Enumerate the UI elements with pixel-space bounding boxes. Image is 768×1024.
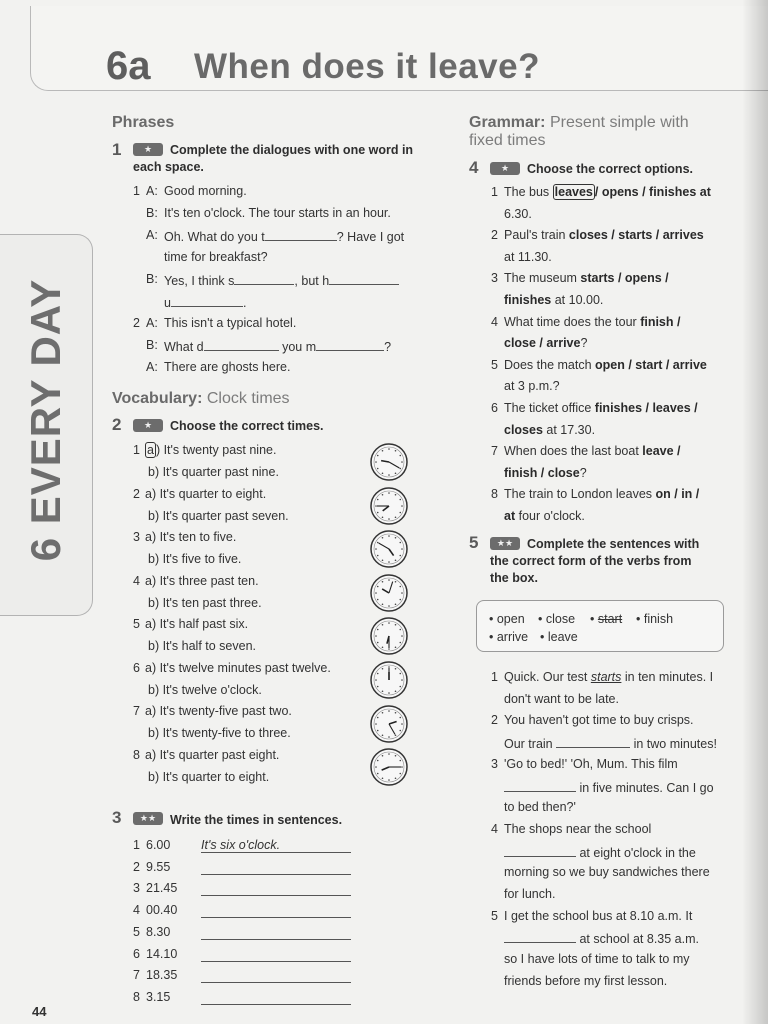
answer-line (201, 990, 351, 1008)
page-number: 44 (32, 1004, 47, 1019)
answer-line (201, 925, 351, 943)
item-number: 5 (133, 924, 140, 939)
option-b: b) It's half to seven. (148, 639, 256, 653)
item-number: 3 (491, 271, 498, 286)
exercise-5-number: 5 (469, 533, 479, 552)
sentence-line (504, 735, 717, 751)
dialogue-line: There are ghosts here. (164, 360, 291, 374)
speaker-label: B: (146, 206, 158, 220)
sentence-line: friends before my first lesson. (504, 973, 668, 988)
page-edge-shadow (742, 0, 768, 1024)
answer-blank[interactable] (329, 272, 399, 285)
text: What d (164, 340, 204, 354)
sentence-line: 6.30. (504, 206, 532, 221)
answer-blank[interactable] (556, 735, 630, 748)
bullet: • (538, 612, 546, 626)
answer-line (201, 860, 351, 878)
word: close (545, 612, 576, 626)
option-a (145, 443, 276, 457)
sentence-line (504, 185, 711, 199)
word: arrive (496, 630, 529, 644)
clock-icon (369, 573, 409, 613)
text: ? (579, 465, 587, 480)
text: at 17.30. (542, 422, 596, 437)
answer-line (201, 968, 351, 986)
exercise-1-instruction-cont: each space. (133, 160, 204, 174)
options: on / in / (655, 487, 700, 502)
sentence-line: so I have lots of time to talk to my (504, 952, 690, 967)
grammar-heading: Grammar: Present simple with (469, 114, 689, 131)
option-b: b) It's quarter past nine. (148, 465, 279, 479)
item-number: 7 (133, 704, 140, 718)
sentence-line (504, 401, 698, 415)
vocab-heading: Vocabulary: Clock times (112, 390, 290, 407)
item-number: 3 (133, 881, 140, 896)
word-box-item (538, 612, 575, 626)
option-b: b) It's quarter to eight. (148, 769, 270, 784)
item-number: 6 (133, 660, 140, 675)
option-a: a) It's quarter past eight. (145, 747, 280, 762)
time-value: 18.35 (146, 968, 178, 983)
speaker-label: A: (146, 316, 158, 330)
item-number: 1 (491, 185, 498, 199)
sentence-line: don't want to be late. (504, 691, 619, 706)
exercise-3-number: 3 (112, 808, 122, 827)
item-number: 4 (133, 573, 140, 588)
dialogue-line: time for breakfast? (164, 250, 268, 264)
answer-blank[interactable] (201, 903, 351, 918)
bullet: • (636, 612, 644, 626)
speaker-label: B: (146, 338, 158, 352)
dialogue-line (164, 294, 246, 310)
word-box-item (636, 612, 673, 626)
text: The bus (504, 185, 553, 199)
options: finish / (640, 314, 681, 329)
text: at school at 8.35 a.m. (576, 932, 699, 947)
answer-line (201, 947, 351, 965)
option-a: a) It's ten to five. (145, 530, 237, 544)
item-number: 8 (133, 989, 140, 1004)
clock-icon (369, 529, 409, 569)
sentence-line (504, 844, 696, 860)
time-value: 6.00 (146, 838, 171, 852)
sentence-line: for lunch. (504, 887, 556, 901)
item-number: 2 (133, 859, 140, 874)
answer-blank[interactable] (504, 779, 576, 792)
item-number: 1 (491, 670, 498, 684)
dialogue-line (164, 272, 399, 288)
clock-icon (369, 486, 409, 526)
sentence-line (504, 358, 707, 372)
difficulty-badge: ★★ (490, 537, 520, 550)
bullet: • (489, 612, 497, 626)
item-number: 2 (133, 486, 140, 501)
item-number: 5 (133, 617, 140, 631)
text: in five minutes. Can I go (576, 780, 714, 795)
answer-line (201, 881, 351, 899)
text: ) It's twenty past nine. (155, 443, 277, 457)
option-a: a) It's twenty-five past two. (145, 704, 292, 718)
options: at (504, 509, 516, 523)
option-b: b) It's ten past three. (148, 595, 262, 610)
sentence-line (504, 670, 713, 684)
dialogue-line (164, 338, 391, 354)
bullet: • (590, 612, 598, 626)
word-box-item (489, 630, 528, 644)
option-a: a) It's twelve minutes past twelve. (145, 660, 331, 675)
answer-blank[interactable] (201, 860, 351, 875)
option-a: a) It's three past ten. (145, 573, 259, 588)
dialogue-line: Good morning. (164, 184, 247, 198)
sentence-line: The shops near the school (504, 821, 652, 836)
dialogue-line: This isn't a typical hotel. (164, 316, 297, 330)
exercise-4-number: 4 (469, 158, 479, 177)
item-number: 4 (133, 903, 140, 918)
text: at 10.00. (551, 293, 604, 307)
sentence-line (504, 466, 587, 480)
text: ? (384, 340, 392, 354)
bullet: • (540, 630, 548, 644)
answer-blank[interactable] (265, 228, 337, 241)
text: Does the match (504, 357, 596, 372)
word: start (597, 612, 623, 626)
text: you m (278, 340, 317, 354)
exercise-4-instruction: Choose the correct options. (527, 162, 693, 176)
grammar-heading-cont: fixed times (469, 132, 546, 149)
difficulty-badge: ★ (133, 419, 163, 432)
time-value: 3.15 (146, 989, 171, 1004)
word: open (496, 612, 525, 626)
word-box-item (540, 630, 578, 644)
text: at eight o'clock in the (576, 845, 696, 860)
text: When does the last boat (504, 444, 643, 459)
answer-blank[interactable] (316, 338, 384, 351)
options: closes / starts / arrives (568, 228, 704, 243)
sentence-line: at 11.30. (504, 249, 552, 264)
sentence-line (504, 779, 714, 795)
text: in ten minutes. I (621, 670, 714, 684)
item-number: 1 (133, 838, 140, 852)
text: Quick. Our test (504, 670, 591, 684)
example-answer: It's six o'clock. (201, 838, 281, 852)
sentence-line (504, 271, 669, 285)
item-number: 5 (491, 357, 498, 372)
dialogue-line (164, 228, 404, 244)
sentence-line (504, 509, 585, 523)
options: finish / close (504, 465, 580, 480)
exercise-5-instruction: Complete the sentences with (527, 537, 700, 551)
option-b: b) It's quarter past seven. (148, 508, 289, 523)
exercise-2-number: 2 (112, 415, 122, 434)
example-answer: starts (590, 670, 622, 684)
item-number: 2 (133, 316, 140, 330)
option-a-marker: a (147, 443, 154, 457)
side-tab-label: 6 EVERY DAY (22, 278, 69, 562)
word: finish (643, 612, 674, 626)
exercise-2-instruction: Choose the correct times. (170, 419, 324, 433)
answer-blank[interactable] (201, 947, 351, 962)
word-box (476, 600, 724, 652)
answer-blank[interactable] (504, 930, 576, 943)
time-value: 00.40 (146, 903, 178, 918)
sentence-line (504, 228, 704, 242)
answer-blank[interactable] (204, 338, 279, 351)
text: ? (580, 336, 588, 351)
bullet: • (489, 630, 497, 644)
exercise-1-number: 1 (112, 140, 122, 159)
option-b: b) It's twenty-five to three. (148, 726, 291, 740)
lesson-title: When does it leave? (194, 47, 540, 86)
item-number: 2 (491, 228, 498, 243)
option-a: a) It's quarter to eight. (145, 486, 267, 501)
item-number: 7 (133, 968, 140, 983)
sentence-line (504, 293, 603, 307)
text: . (242, 296, 247, 310)
text: u (164, 296, 171, 310)
word-box-item (590, 612, 622, 626)
item-number: 1 (133, 443, 140, 457)
answer-blank[interactable] (171, 294, 243, 307)
text: Yes, I think s (164, 274, 235, 288)
answer-line (201, 903, 351, 921)
text: The ticket office (504, 401, 595, 415)
speaker-label: A: (146, 228, 158, 242)
item-number: 4 (491, 821, 498, 836)
answer-blank[interactable] (201, 990, 351, 1005)
text: in two minutes! (630, 737, 717, 752)
exercise-5-instruction-cont: the box. (490, 571, 538, 585)
sentence-line: 'Go to bed!' 'Oh, Mum. This film (504, 756, 678, 771)
answer-blank[interactable] (201, 925, 351, 940)
item-number: 8 (133, 747, 140, 762)
text: four o'clock. (515, 509, 585, 523)
option-b: b) It's twelve o'clock. (148, 682, 262, 697)
text: Our train (504, 737, 557, 752)
clock-icon (369, 616, 409, 656)
clock-icon (369, 747, 409, 787)
text: Oh. What do you t (164, 230, 265, 244)
time-value: 14.10 (146, 946, 178, 961)
item-number: 2 (491, 713, 498, 728)
answer-blank[interactable] (201, 838, 351, 853)
options: leave / (642, 444, 681, 459)
lesson-number: 6a (106, 44, 151, 88)
answer-line (201, 838, 351, 853)
answer-blank[interactable] (201, 968, 351, 983)
options: / opens / finishes at (594, 185, 711, 199)
sentence-line: at 3 p.m.? (504, 379, 560, 394)
speaker-label: B: (146, 272, 158, 286)
sentence-line: I get the school bus at 8.10 a.m. It (504, 908, 693, 923)
item-number: 6 (491, 401, 498, 415)
item-number: 4 (491, 314, 498, 329)
difficulty-badge: ★ (490, 162, 520, 175)
item-number: 7 (491, 444, 498, 459)
difficulty-badge: ★★ (133, 812, 163, 825)
options: close / arrive (504, 336, 581, 351)
answer-blank[interactable] (504, 844, 576, 857)
text: Paul's train (504, 228, 569, 243)
options: finishes (504, 293, 552, 307)
text: ? Have I got (336, 230, 405, 244)
sentence-line (504, 336, 587, 350)
item-number: 5 (491, 908, 498, 923)
word: leave (547, 630, 578, 644)
time-value: 8.30 (146, 924, 171, 939)
exercise-3-instruction: Write the times in sentences. (170, 813, 343, 827)
speaker-label: A: (146, 360, 158, 374)
options: starts / opens / (580, 271, 669, 286)
option-a: a) It's half past six. (145, 617, 249, 631)
exercise-1-instruction: Complete the dialogues with one word in (170, 143, 414, 157)
sentence-line (504, 487, 699, 501)
clock-icon (369, 704, 409, 744)
item-number: 3 (133, 530, 140, 544)
exercise-5-instruction-cont: the correct form of the verbs from (490, 554, 692, 568)
item-number: 1 (133, 184, 140, 198)
phrases-heading: Phrases (112, 114, 175, 131)
sentence-line: morning so we buy sandwiches there (504, 865, 710, 880)
options: finishes / leaves / (594, 401, 698, 415)
option-b: b) It's five to five. (148, 552, 242, 566)
dialogue-line: It's ten o'clock. The tour starts in an hour. (164, 206, 391, 220)
answer-blank[interactable] (234, 272, 294, 285)
clock-icon (369, 660, 409, 700)
time-value: 21.45 (146, 881, 178, 896)
time-value: 9.55 (146, 859, 171, 874)
options: open / start / arrive (595, 357, 707, 372)
sentence-line: to bed then?' (504, 800, 576, 815)
sentence-line (504, 315, 680, 329)
clock-icon (369, 442, 409, 482)
text: What time does the tour (504, 314, 641, 329)
speaker-label: A: (146, 184, 158, 198)
text: The train to London leaves (504, 487, 656, 502)
difficulty-badge: ★ (133, 143, 163, 156)
sentence-line (504, 930, 699, 946)
item-number: 3 (491, 756, 498, 771)
answer-blank[interactable] (201, 881, 351, 896)
options: closes (504, 422, 543, 437)
sentence-line: You haven't got time to buy crisps. (504, 713, 694, 728)
sentence-line (504, 444, 681, 458)
word-box-item (489, 612, 525, 626)
item-number: 6 (133, 946, 140, 961)
selected-option: leaves (554, 185, 593, 199)
text: , but h (294, 274, 330, 288)
sentence-line (504, 423, 595, 437)
text: The museum (504, 271, 581, 286)
item-number: 8 (491, 487, 498, 502)
